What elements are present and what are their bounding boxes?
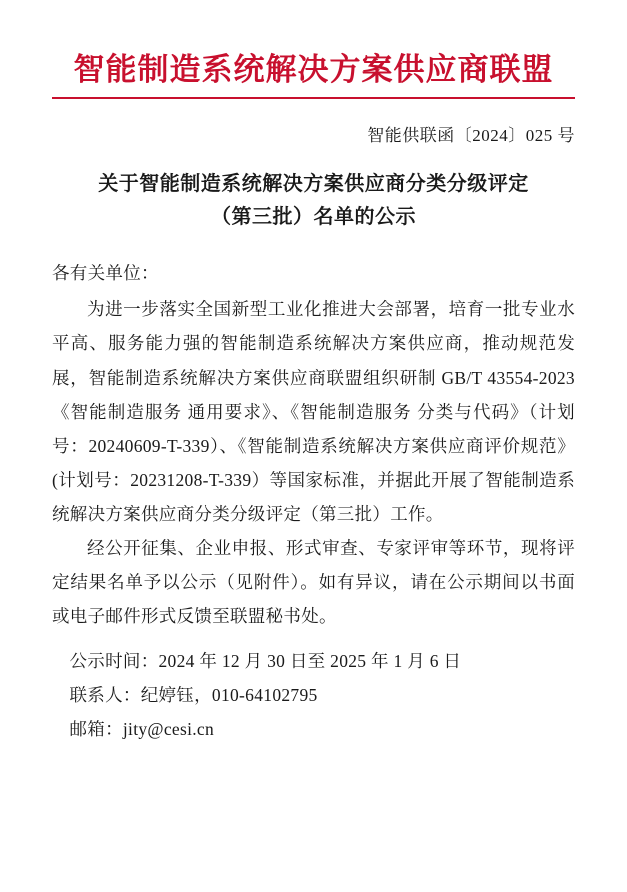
contact-person-line: 联系人：纪婷钰，010-64102795: [69, 684, 318, 705]
salutation: 各有关单位：: [52, 263, 159, 284]
document-body: [52, 256, 575, 746]
document-title-line-1: 关于智能制造系统解决方案供应商分类分级评定: [98, 173, 529, 196]
document-page: [0, 52, 627, 892]
notice-period-line: 公示时间：2024 年 12 月 30 日至 2025 年 1 月 6 日: [69, 650, 462, 671]
masthead-divider: [52, 97, 575, 99]
document-title-line-2: （第三批）名单的公示: [211, 206, 416, 229]
masthead-title: 智能制造系统解决方案供应商联盟: [73, 52, 554, 88]
document-number: 智能供联函〔2024〕025 号: [367, 126, 575, 146]
paragraph-2: 经公开征集、企业申报、形式审查、专家评审等环节，现将评定结果名单予以公示（见附件）。如有异议，请在公示期间以书面或电子邮件形式反馈至联盟秘书处。: [52, 538, 575, 627]
document-title: [52, 168, 575, 234]
contact-email-line: 邮箱：jity@cesi.cn: [69, 718, 215, 739]
spacer: [52, 634, 575, 644]
paragraph-1: 为进一步落实全国新型工业化推进大会部署，培育一批专业水平高、服务能力强的智能制造系统解决方案供应商，推动规范发展，智能制造系统解决方案供应商联盟组织研制 GB/T 43554-2023《智能制造服务 通用要求》、《智能制造服务 分类与代码》（计划号：20240609-T-339）、《智能制造系统解决方案供应商评价规范》(计划号：20231208-T-339）等国家标准，并据此开展了智能制造系统解决方案供应商分类分级评定（第三批）工作。: [52, 299, 575, 525]
